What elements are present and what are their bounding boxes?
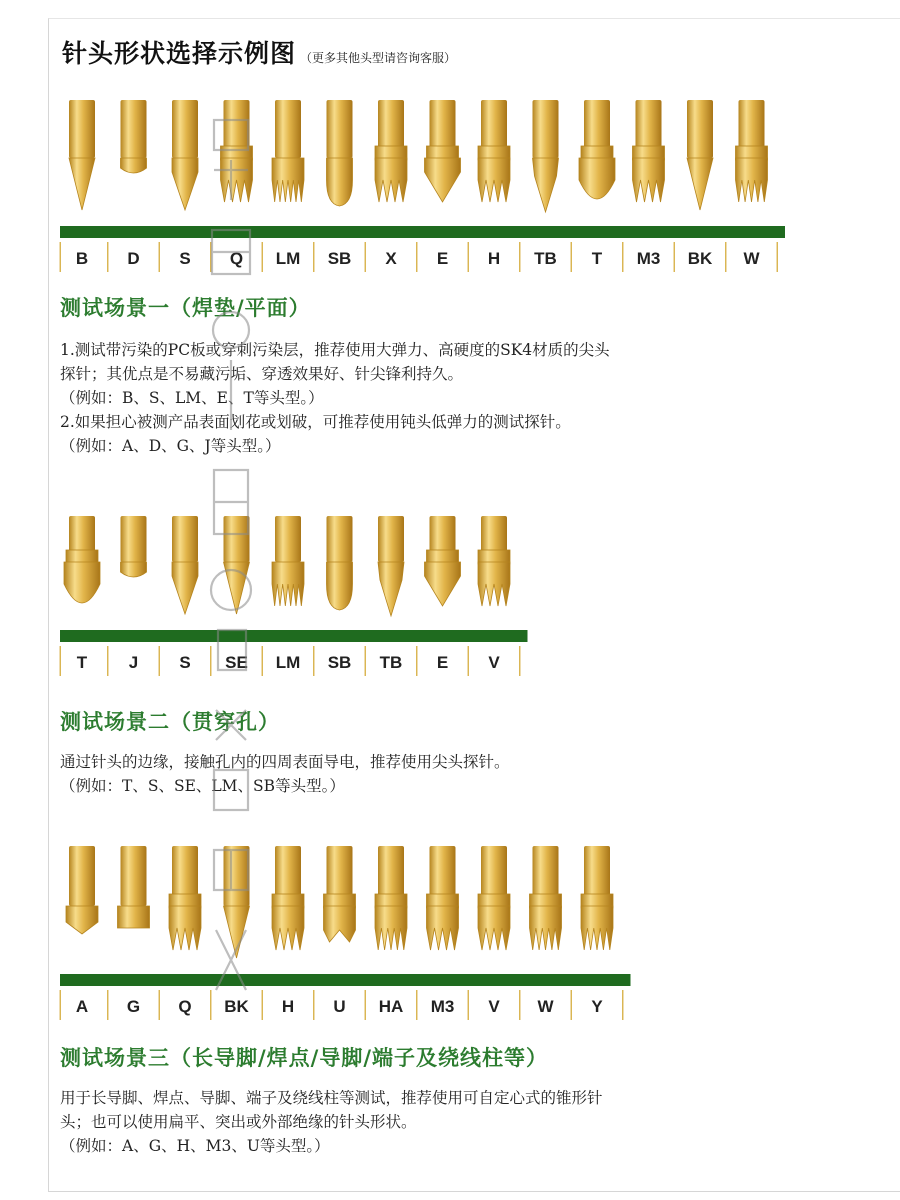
probe-label: SE	[225, 653, 248, 672]
probe-x	[375, 100, 407, 202]
probe-label: Y	[591, 997, 603, 1016]
probe-label: SB	[327, 653, 352, 672]
probe-label: A	[75, 997, 89, 1016]
scene3-line: 头；也可以使用扁平、突出或外部绝缘的针头形状。	[60, 1113, 417, 1131]
probe-t	[579, 100, 615, 199]
scene3-heading: 测试场景三（长导脚/焊点/导脚/端子及绕线柱等）	[60, 1046, 549, 1070]
probe-s	[172, 100, 198, 210]
probe-label: U	[333, 997, 346, 1016]
pcb-board	[60, 226, 785, 238]
probe-lm	[272, 516, 304, 606]
probe-label: W	[743, 249, 760, 268]
probe-label: Q	[229, 249, 244, 268]
scene1-line: （例如：B、S、LM、E、T等头型。）	[60, 389, 324, 407]
probe-label: BK	[687, 249, 713, 268]
scene3-line: （例如：A、G、H、M3、U等头型。）	[60, 1137, 330, 1155]
probe-ha	[375, 846, 407, 950]
probe-label: T	[591, 249, 603, 268]
probe-label: S	[179, 653, 191, 672]
probe-h	[272, 846, 304, 950]
probe-e	[425, 100, 461, 202]
probe-label: LM	[275, 249, 301, 268]
probe-label: Q	[178, 997, 192, 1016]
probe-label: J	[128, 653, 139, 672]
probe-strip-2	[60, 512, 530, 682]
probe-label: V	[488, 653, 500, 672]
probe-label: HA	[378, 997, 404, 1016]
probe-m3	[633, 100, 665, 202]
probe-sb	[327, 100, 353, 206]
probe-label: TB	[379, 653, 403, 672]
probe-label: T	[76, 653, 88, 672]
scene2-line: （例如：T、S、SE、LM、SB等头型。）	[60, 777, 345, 795]
probe-y	[581, 846, 613, 950]
probe-bk	[224, 846, 250, 958]
probe-se	[224, 516, 250, 614]
probe-label: W	[537, 997, 554, 1016]
probe-e	[425, 516, 461, 606]
probe-g	[118, 846, 150, 928]
pcb-board	[60, 630, 528, 642]
probe-m3	[427, 846, 459, 950]
probe-label: X	[385, 249, 397, 268]
scene2-text	[60, 750, 510, 798]
probe-w	[530, 846, 562, 950]
probe-s	[172, 516, 198, 614]
probe-label: G	[126, 997, 141, 1016]
probe-v	[478, 846, 510, 950]
probe-j	[121, 516, 147, 577]
probe-d	[121, 100, 147, 173]
scene1-line: （例如：A、D、G、J等头型。）	[60, 437, 281, 455]
scene1-line: 2.如果担心被测产品表面划花或划破，可推荐使用钝头低弹力的测试探针。	[60, 413, 571, 431]
scene2-line: 通过针头的边缘，接触孔内的四周表面导电，推荐使用尖头探针。	[60, 753, 510, 771]
pcb-board	[60, 974, 631, 986]
page-subtitle: （更多其他头型请咨询客服）	[300, 51, 457, 65]
probe-label: D	[127, 249, 140, 268]
probe-a	[66, 846, 98, 934]
scene1-heading: 测试场景一（焊垫/平面）	[60, 296, 311, 320]
probe-label: BK	[224, 997, 249, 1016]
probe-label: M3	[430, 997, 455, 1016]
probe-label: V	[488, 997, 500, 1016]
scene1-line: 探针；其优点是不易藏污垢、穿透效果好、针尖锋利持久。	[60, 365, 464, 383]
probe-label: M3	[636, 249, 661, 268]
probe-v	[478, 516, 510, 606]
probe-label: E	[436, 653, 449, 672]
probe-lm	[272, 100, 304, 202]
probe-w	[736, 100, 768, 202]
scene3-text	[60, 1086, 603, 1158]
scene1-text	[60, 338, 610, 458]
probe-label: E	[436, 249, 449, 268]
probe-q	[221, 100, 253, 202]
probe-tb	[378, 516, 404, 616]
scene1-line: 1.测试带污染的PC板或穿刺污染层，推荐使用大弹力、高硬度的SK4材质的尖头	[60, 341, 610, 359]
probe-sb	[327, 516, 353, 610]
probe-label: S	[179, 249, 191, 268]
probe-label: LM	[275, 653, 301, 672]
probe-label: TB	[534, 249, 557, 268]
probe-t	[64, 516, 100, 603]
probe-bk	[687, 100, 713, 210]
probe-u	[324, 846, 356, 942]
probe-b	[69, 100, 95, 210]
scene2-heading: 测试场景二（贯穿孔）	[60, 710, 280, 734]
probe-label: B	[75, 249, 89, 268]
page-title: 针头形状选择示例图 （更多其他头型请咨询客服）	[62, 39, 457, 68]
probe-strip-3	[60, 842, 700, 1022]
probe-strip-1	[60, 96, 790, 272]
probe-q	[169, 846, 201, 950]
probe-tb	[533, 100, 559, 212]
probe-label: H	[281, 997, 295, 1016]
probe-h	[478, 100, 510, 202]
probe-label: H	[487, 249, 501, 268]
scene3-line: 用于长导脚、焊点、导脚、端子及绕线柱等测试，推荐使用可自定心式的锥形针	[60, 1089, 603, 1107]
probe-label: SB	[327, 249, 352, 268]
